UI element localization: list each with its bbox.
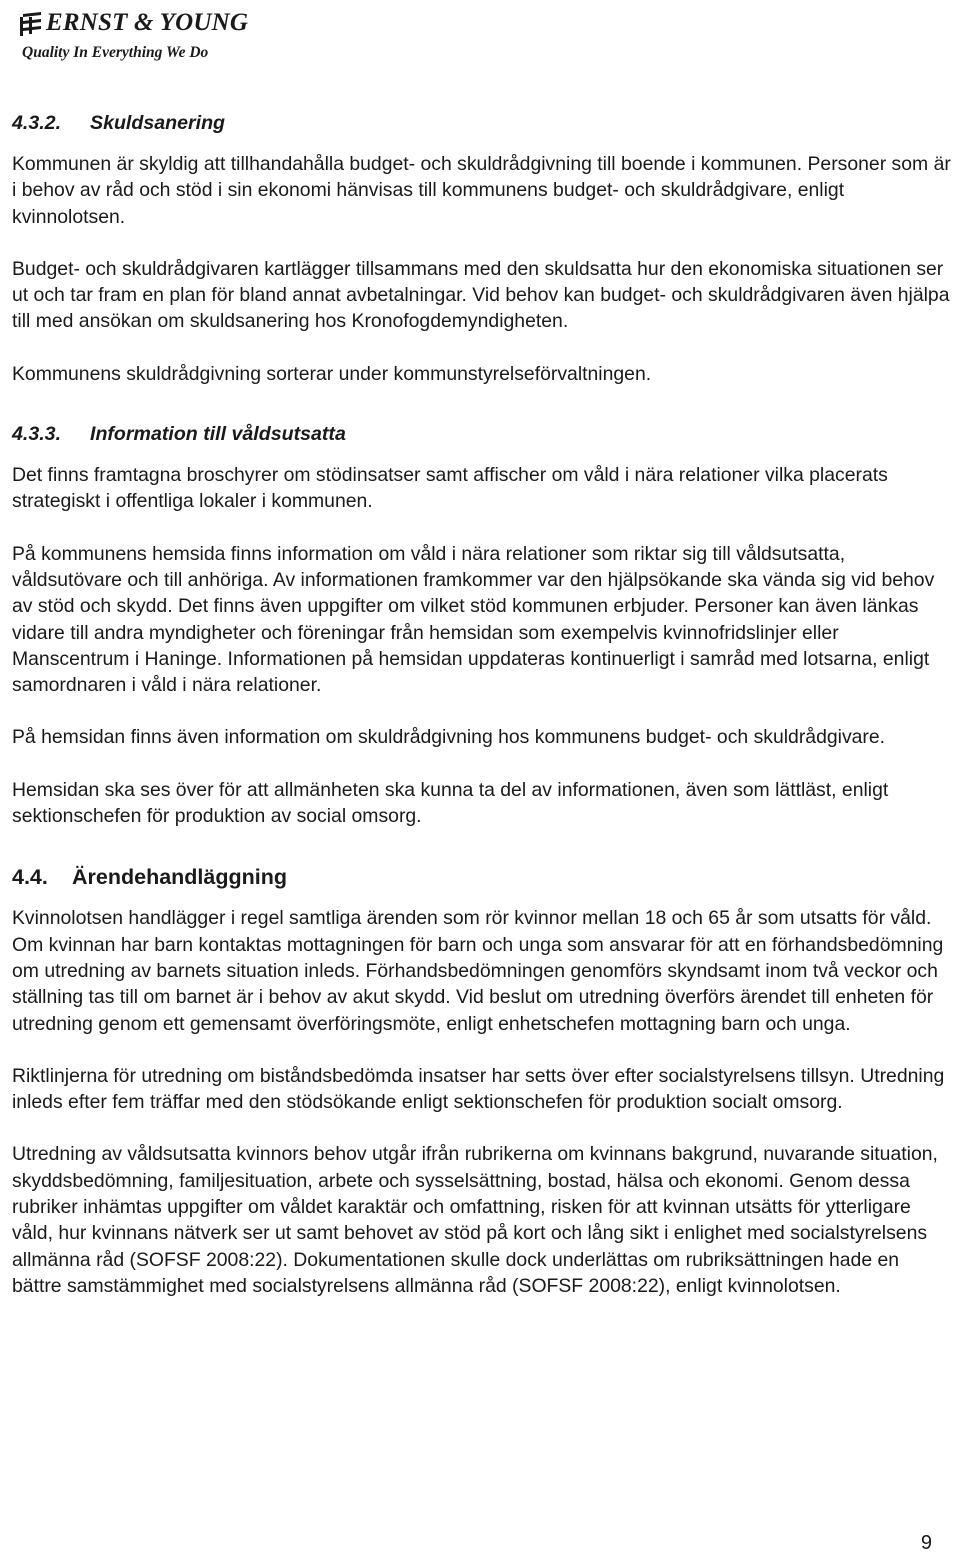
paragraph: Kvinnolotsen handlägger i regel samtliga ärenden som rör kvinnor mellan 18 och 65 år som utsatts för våld. Om kvinnan har barn kontaktas mottagningen för barn och unga som ansvarar för att en förhandsbedömning om utredning av barnets situation inleds. Förhandsbedömningen genomförs skyndsamt inom två veckor och ställning tas till om barnet är i behov av akut skydd. Vid beslut om utredning överförs ärendet till enheten för utredning genom ett gemensamt överföringsmöte, enligt enhetschefen mottagning barn och unga. <box>12 907 944 1035</box>
document-body <box>12 110 952 1325</box>
paragraph: Hemsidan ska ses över för att allmänheten ska kunna ta del av informationen, även som lättläst, enligt sektionschefen för produktion av social omsorg. <box>12 778 889 828</box>
section-title: Ärendehandläggning <box>72 865 287 890</box>
section-number: 4.4. <box>12 865 48 890</box>
paragraph: Kommunens skuldrådgivning sorterar under kommunstyrelseförvaltningen. <box>12 362 652 385</box>
section-number: 4.3.2. <box>12 112 62 134</box>
section-heading <box>12 421 952 447</box>
section-title: Skuldsanering <box>90 112 226 134</box>
ey-logo-mark-icon <box>20 12 42 36</box>
paragraph: På hemsidan finns även information om skuldrådgivning hos kommunens budget- och skuldrådgivare. <box>12 726 886 749</box>
paragraph: Det finns framtagna broschyrer om stödinsatser samt affischer om våld i nära relationer vilka placerats strategiskt i offentliga lokaler i kommunen. <box>12 464 888 513</box>
paragraph: På kommunens hemsida finns information om våld i nära relationer som riktar sig till våldsutsatta, våldsutövare och till anhöriga. Av informationen framkommer var den hjälpsökande ska vända sig vid behov av stöd och skydd. Det finns även uppgifter om vilket stöd kommunen erbjuder. Personer kan även länkas vidare till andra myndigheter och föreningar från hemsidan som exempelvis kvinnofridslinjer eller Manscentrum i Haninge. Informationen på hemsidan uppdateras kontinuerligt i samråd med lotsarna, enligt samordnaren i våld i nära relationer. <box>12 542 935 697</box>
section-number: 4.3.3. <box>12 423 62 446</box>
paragraph: Utredning av våldsutsatta kvinnors behov utgår ifrån rubrikerna om kvinnans bakgrund, nuvarande situation, skyddsbedömning, familjesituation, arbete och sysselsättning, bostad, hälsa och ekonomi. Genom dessa rubriker inhämtas uppgifter om våldet karaktär och omfattning, risken för att kvinnan utsätts för ytterligare våld, hur kvinnans nätverk ser ut samt behovet av stöd på kort och lång sikt i enlighet med socialstyrelsens allmänna råd (SOFSF 2008:22). Dokumentationen skulle dock underlättas om rubriksättningen hade en bättre samstämmighet med socialstyrelsens allmänna råd (SOFSF 2008:22), enligt kvinnolotsen. <box>12 1143 938 1297</box>
section-heading <box>12 863 952 891</box>
paragraph: Budget- och skuldrådgivaren kartlägger tillsammans med den skuldsatta hur den ekonomiska situationen ser ut och tar fram en plan för bland annat avbetalningar. Vid behov kan budget- och skuldrådgivaren även hjälpa till med ansökan om skuldsanering hos Kronofogdemyndigheten. <box>12 257 950 333</box>
paragraph: Riktlinjerna för utredning om biståndsbedömda insatser har setts över efter socialstyrelsens tillsyn. Utredning inleds efter fem träffar med den stödsökande enligt sektionschefen för produktion socialt omsorg. <box>12 1064 945 1114</box>
paragraph: Kommunen är skyldig att tillhandahålla budget- och skuldrådgivning till boende i kommunen. Personer som är i behov av råd och stöd i sin ekonomi hänvisas till kommunens budget- och skuldrådgivare, enligt kvinnolotsen. <box>12 153 951 228</box>
company-logo <box>18 10 278 66</box>
page-number: 9 <box>920 1532 932 1554</box>
brand-name: ERNST & YOUNG <box>46 9 249 36</box>
section-heading <box>12 110 952 136</box>
brand-tagline: Quality In Everything We Do <box>22 44 209 61</box>
section-title: Information till våldsutsatta <box>90 423 346 446</box>
